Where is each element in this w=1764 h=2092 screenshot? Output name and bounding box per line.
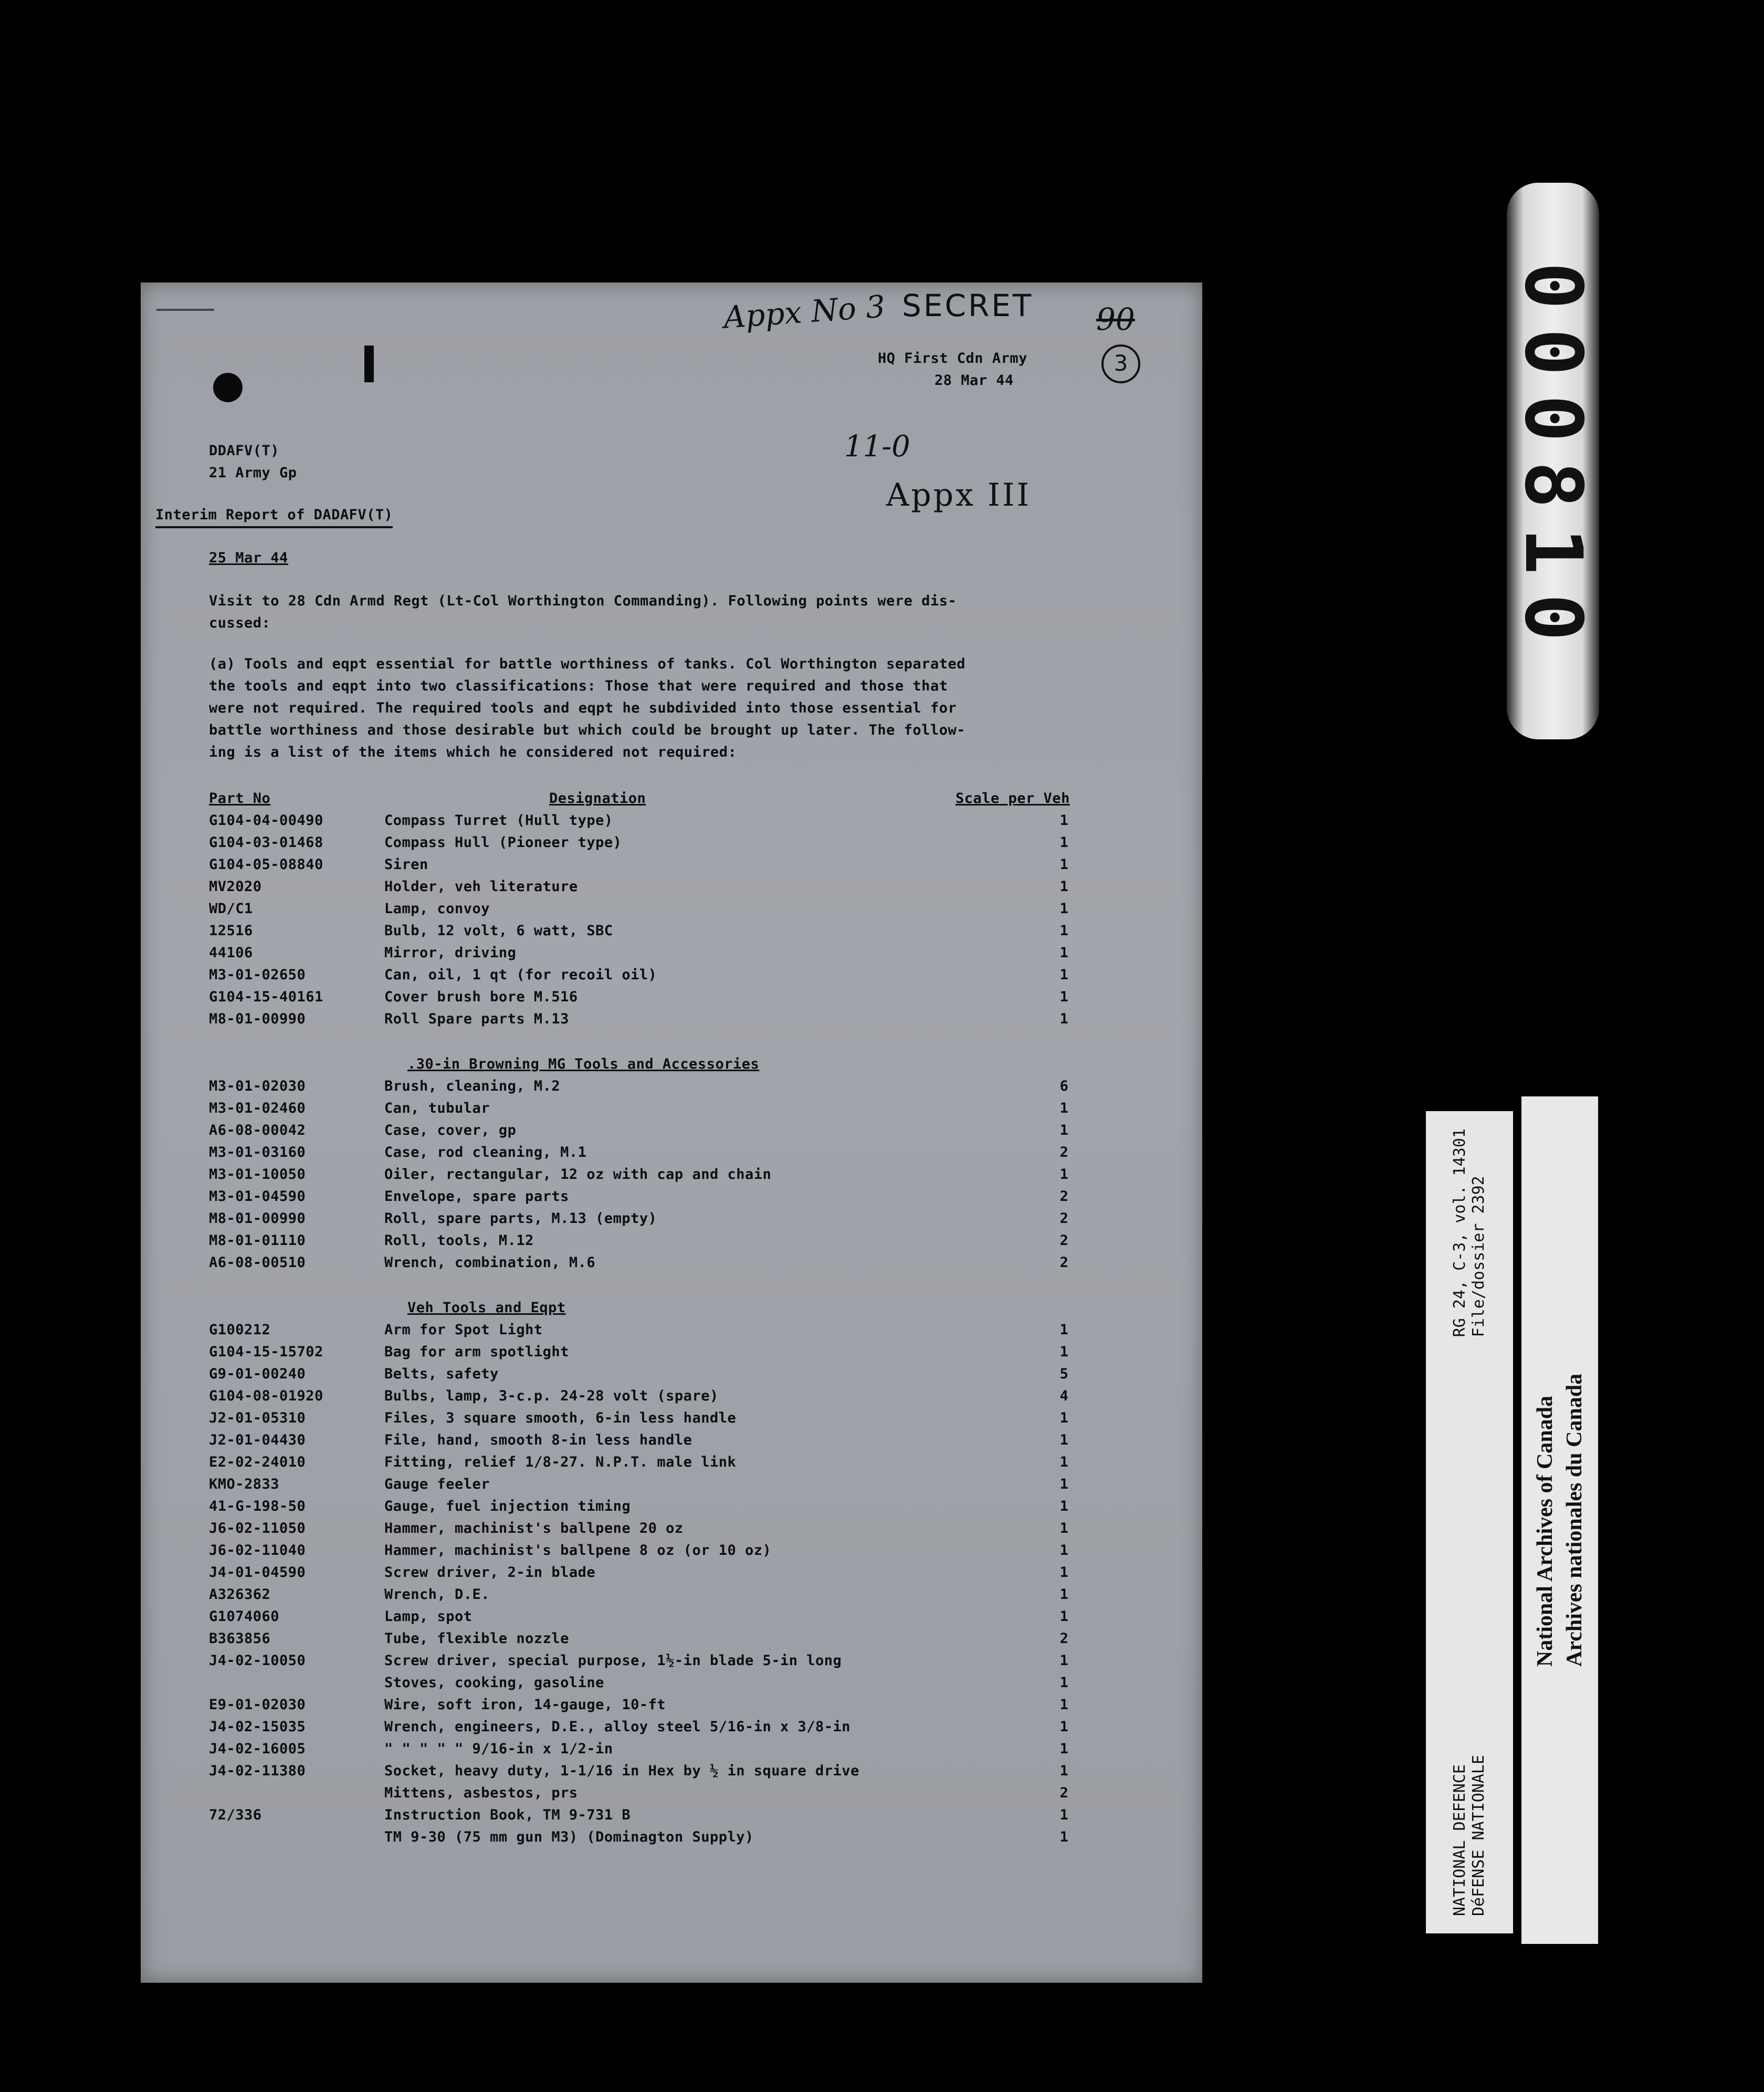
scale-cell: 1 bbox=[1059, 1697, 1069, 1713]
report-title: Interim Report of DADAFV(T) bbox=[155, 504, 393, 528]
part-number-cell: 12516 bbox=[209, 923, 253, 939]
designation-cell: Tube, flexible nozzle bbox=[384, 1630, 569, 1647]
circled-number: 3 bbox=[1101, 344, 1140, 383]
part-number-cell: J2-01-04430 bbox=[209, 1432, 306, 1448]
designation-cell: TM 9-30 (75 mm gun M3) (Dominagton Supply) bbox=[384, 1829, 754, 1845]
part-number-cell: E2-02-24010 bbox=[209, 1454, 306, 1470]
national-archives-label bbox=[1521, 1096, 1598, 1944]
part-number-cell: M3-01-03160 bbox=[209, 1144, 306, 1160]
designation-cell: Bulbs, lamp, 3-c.p. 24-28 volt (spare) bbox=[384, 1388, 719, 1404]
scale-cell: 1 bbox=[1059, 1476, 1069, 1492]
designation-cell: Oiler, rectangular, 12 oz with cap and chain bbox=[384, 1166, 772, 1183]
part-number-cell: MV2020 bbox=[209, 878, 262, 895]
scale-cell: 1 bbox=[1059, 1542, 1069, 1558]
part-number-cell: G104-05-08840 bbox=[209, 856, 323, 873]
part-number-cell: A326362 bbox=[209, 1586, 271, 1603]
designation-cell: Lamp, spot bbox=[384, 1608, 472, 1625]
designation-cell: Case, rod cleaning, M.1 bbox=[384, 1144, 587, 1160]
scale-cell: 1 bbox=[1059, 1432, 1069, 1448]
designation-cell: Holder, veh literature bbox=[384, 878, 578, 895]
col-header-scale: Scale per Veh bbox=[956, 790, 1070, 807]
col-header-designation: Designation bbox=[549, 790, 646, 807]
scale-cell: 1 bbox=[1059, 967, 1069, 983]
designation-cell: Case, cover, gp bbox=[384, 1122, 517, 1138]
designation-cell: Compass Hull (Pioneer type) bbox=[384, 834, 622, 851]
designation-cell: Compass Turret (Hull type) bbox=[384, 812, 613, 829]
to-line-2: 21 Army Gp bbox=[209, 465, 297, 481]
scale-cell: 4 bbox=[1059, 1388, 1069, 1404]
part-number-cell: 72/336 bbox=[209, 1807, 262, 1823]
scale-cell: 1 bbox=[1059, 856, 1069, 873]
part-number-cell: J4-02-11380 bbox=[209, 1763, 306, 1779]
file-ref-annotation: 11-0 bbox=[844, 430, 910, 464]
scale-cell: 1 bbox=[1059, 1807, 1069, 1823]
scale-cell: 1 bbox=[1059, 1100, 1069, 1116]
designation-cell: Can, tubular bbox=[384, 1100, 490, 1116]
part-number-cell: J4-02-10050 bbox=[209, 1652, 306, 1669]
scale-cell: 1 bbox=[1059, 1322, 1069, 1338]
designation-cell: Hammer, machinist's ballpene 20 oz bbox=[384, 1520, 684, 1536]
scale-cell: 1 bbox=[1059, 1652, 1069, 1669]
para-a-line-1: (a) Tools and eqpt essential for battle worthiness of tanks. Col Worthington separated bbox=[209, 656, 965, 672]
para-a-line-5: ing is a list of the items which he considered not required: bbox=[209, 744, 737, 760]
para-a-line-4: battle worthiness and those desirable but which could be brought up later. The follow- bbox=[209, 722, 965, 738]
scale-cell: 5 bbox=[1059, 1366, 1069, 1382]
designation-cell: Gauge feeler bbox=[384, 1476, 490, 1492]
from-unit: HQ First Cdn Army bbox=[878, 350, 1027, 367]
designation-cell: Roll, tools, M.12 bbox=[384, 1232, 534, 1249]
folio-number: 90 bbox=[1096, 301, 1135, 337]
label-record-group: RG 24, C-3, vol. 14301 bbox=[1451, 1128, 1469, 1337]
scale-cell: 1 bbox=[1059, 1741, 1069, 1757]
archive-serial-strip bbox=[1507, 183, 1599, 739]
designation-cell: Mittens, asbestos, prs bbox=[384, 1785, 578, 1801]
from-date: 28 Mar 44 bbox=[934, 372, 1014, 389]
label-archives-fr: Archives nationales du Canada bbox=[1562, 1373, 1587, 1667]
punch-mark bbox=[364, 346, 374, 382]
part-number-cell: M3-01-02650 bbox=[209, 967, 306, 983]
scale-cell: 1 bbox=[1059, 1122, 1069, 1138]
scale-cell: 2 bbox=[1059, 1210, 1069, 1227]
designation-cell: Roll Spare parts M.13 bbox=[384, 1011, 569, 1027]
part-number-cell: M8-01-01110 bbox=[209, 1232, 306, 1249]
designation-cell: Files, 3 square smooth, 6-in less handle bbox=[384, 1410, 737, 1426]
part-number-cell: M3-01-04590 bbox=[209, 1188, 306, 1205]
part-number-cell: J4-01-04590 bbox=[209, 1564, 306, 1581]
designation-cell: Wrench, combination, M.6 bbox=[384, 1254, 596, 1271]
scale-cell: 1 bbox=[1059, 1454, 1069, 1470]
report-date: 25 Mar 44 bbox=[209, 550, 288, 566]
part-number-cell: M3-01-02460 bbox=[209, 1100, 306, 1116]
scale-cell: 1 bbox=[1059, 1410, 1069, 1426]
punch-hole bbox=[213, 373, 243, 402]
document-page bbox=[141, 283, 1202, 1983]
designation-cell: Mirror, driving bbox=[384, 945, 517, 961]
scale-cell: 1 bbox=[1059, 1344, 1069, 1360]
appx-roman-annotation: Appx III bbox=[886, 477, 1032, 514]
label-archives-en: National Archives of Canada bbox=[1533, 1395, 1557, 1667]
scale-cell: 1 bbox=[1059, 989, 1069, 1005]
part-number-cell: KMO-2833 bbox=[209, 1476, 280, 1492]
label-national-defence: NATIONAL DEFENCE bbox=[1451, 1764, 1469, 1916]
designation-cell: Instruction Book, TM 9-731 B bbox=[384, 1807, 631, 1823]
scale-cell: 1 bbox=[1059, 1564, 1069, 1581]
part-number-cell: 41-G-198-50 bbox=[209, 1498, 306, 1514]
designation-cell: Wire, soft iron, 14-gauge, 10-ft bbox=[384, 1697, 666, 1713]
part-number-cell: J4-02-15035 bbox=[209, 1719, 306, 1735]
designation-cell: Fitting, relief 1/8-27. N.P.T. male link bbox=[384, 1454, 737, 1470]
to-line-1: DDAFV(T) bbox=[209, 443, 280, 459]
secret-stamp: SECRET bbox=[902, 288, 1034, 323]
part-number-cell: A6-08-00510 bbox=[209, 1254, 306, 1271]
scale-cell: 1 bbox=[1059, 1829, 1069, 1845]
part-number-cell: J6-02-11040 bbox=[209, 1542, 306, 1558]
designation-cell: Bag for arm spotlight bbox=[384, 1344, 569, 1360]
designation-cell: Screw driver, special purpose, 1½-in blade 5-in long bbox=[384, 1652, 842, 1669]
scale-cell: 1 bbox=[1059, 1498, 1069, 1514]
part-number-cell: M3-01-02030 bbox=[209, 1078, 306, 1094]
scale-cell: 1 bbox=[1059, 923, 1069, 939]
para-a-line-2: the tools and eqpt into two classifications: Those that were required and those that bbox=[209, 678, 948, 694]
tick-mark bbox=[156, 309, 214, 311]
designation-cell: Gauge, fuel injection timing bbox=[384, 1498, 631, 1514]
part-number-cell: G104-08-01920 bbox=[209, 1388, 323, 1404]
scale-cell: 1 bbox=[1059, 1586, 1069, 1603]
scale-cell: 2 bbox=[1059, 1144, 1069, 1160]
scale-cell: 1 bbox=[1059, 1763, 1069, 1779]
part-number-cell: G104-15-40161 bbox=[209, 989, 323, 1005]
scale-cell: 1 bbox=[1059, 1011, 1069, 1027]
scale-cell: 1 bbox=[1059, 901, 1069, 917]
scale-cell: 2 bbox=[1059, 1785, 1069, 1801]
part-number-cell: J6-02-11050 bbox=[209, 1520, 306, 1536]
designation-cell: Stoves, cooking, gasoline bbox=[384, 1675, 604, 1691]
part-number-cell: G100212 bbox=[209, 1322, 271, 1338]
part-number-cell: M8-01-00990 bbox=[209, 1210, 306, 1227]
part-number-cell: E9-01-02030 bbox=[209, 1697, 306, 1713]
scale-cell: 2 bbox=[1059, 1232, 1069, 1249]
designation-cell: Cover brush bore M.516 bbox=[384, 989, 578, 1005]
part-number-cell: WD/C1 bbox=[209, 901, 253, 917]
designation-cell: Bulb, 12 volt, 6 watt, SBC bbox=[384, 923, 613, 939]
scale-cell: 1 bbox=[1059, 1719, 1069, 1735]
part-number-cell: A6-08-00042 bbox=[209, 1122, 306, 1138]
section-title-veh-tools: Veh Tools and Eqpt bbox=[407, 1300, 566, 1316]
designation-cell: Can, oil, 1 qt (for recoil oil) bbox=[384, 967, 657, 983]
designation-cell: Belts, safety bbox=[384, 1366, 499, 1382]
para-a-line-3: were not required. The required tools and eqpt he subdivided into those essential for bbox=[209, 700, 957, 716]
visit-line-2: cussed: bbox=[209, 615, 271, 631]
part-number-cell: G104-15-15702 bbox=[209, 1344, 323, 1360]
scale-cell: 1 bbox=[1059, 834, 1069, 851]
designation-cell: Siren bbox=[384, 856, 428, 873]
scale-cell: 6 bbox=[1059, 1078, 1069, 1094]
scale-cell: 1 bbox=[1059, 812, 1069, 829]
designation-cell: Envelope, spare parts bbox=[384, 1188, 569, 1205]
scale-cell: 1 bbox=[1059, 1166, 1069, 1183]
designation-cell: Brush, cleaning, M.2 bbox=[384, 1078, 561, 1094]
part-number-cell: J2-01-05310 bbox=[209, 1410, 306, 1426]
visit-line-1: Visit to 28 Cdn Armd Regt (Lt-Col Worthington Commanding). Following points were dis- bbox=[209, 593, 957, 609]
part-number-cell: 44106 bbox=[209, 945, 253, 961]
part-number-cell: M8-01-00990 bbox=[209, 1011, 306, 1027]
designation-cell: Hammer, machinist's ballpene 8 oz (or 10 oz) bbox=[384, 1542, 772, 1558]
scale-cell: 2 bbox=[1059, 1254, 1069, 1271]
scale-cell: 2 bbox=[1059, 1188, 1069, 1205]
designation-cell: " " " " " 9/16-in x 1/2-in bbox=[384, 1741, 613, 1757]
col-header-part-no: Part No bbox=[209, 790, 271, 807]
scale-cell: 1 bbox=[1059, 1675, 1069, 1691]
label-defense-nationale: DéFENSE NATIONALE bbox=[1469, 1754, 1488, 1916]
part-number-cell: G104-03-01468 bbox=[209, 834, 323, 851]
designation-cell: Wrench, D.E. bbox=[384, 1586, 490, 1603]
designation-cell: Lamp, convoy bbox=[384, 901, 490, 917]
scale-cell: 1 bbox=[1059, 945, 1069, 961]
archive-reference-label bbox=[1426, 1111, 1513, 1933]
scale-cell: 1 bbox=[1059, 878, 1069, 895]
scale-cell: 2 bbox=[1059, 1630, 1069, 1647]
part-number-cell: J4-02-16005 bbox=[209, 1741, 306, 1757]
section-title-browning: .30-in Browning MG Tools and Accessories bbox=[407, 1056, 760, 1072]
part-number-cell: B363856 bbox=[209, 1630, 271, 1647]
designation-cell: Wrench, engineers, D.E., alloy steel 5/16-in x 3/8-in bbox=[384, 1719, 851, 1735]
part-number-cell: G1074060 bbox=[209, 1608, 280, 1625]
designation-cell: File, hand, smooth 8-in less handle bbox=[384, 1432, 692, 1448]
archive-serial-number: 000810 bbox=[1507, 262, 1599, 660]
scale-cell: 1 bbox=[1059, 1520, 1069, 1536]
part-number-cell: M3-01-10050 bbox=[209, 1166, 306, 1183]
designation-cell: Screw driver, 2-in blade bbox=[384, 1564, 596, 1581]
appx-no-annotation: Appx No 3 bbox=[722, 288, 887, 336]
label-file-dossier: File/dossier 2392 bbox=[1469, 1176, 1488, 1337]
part-number-cell: G104-04-00490 bbox=[209, 812, 323, 829]
scale-cell: 1 bbox=[1059, 1608, 1069, 1625]
designation-cell: Arm for Spot Light bbox=[384, 1322, 543, 1338]
part-number-cell: G9-01-00240 bbox=[209, 1366, 306, 1382]
designation-cell: Socket, heavy duty, 1-1/16 in Hex by ½ in square drive bbox=[384, 1763, 859, 1779]
designation-cell: Roll, spare parts, M.13 (empty) bbox=[384, 1210, 657, 1227]
